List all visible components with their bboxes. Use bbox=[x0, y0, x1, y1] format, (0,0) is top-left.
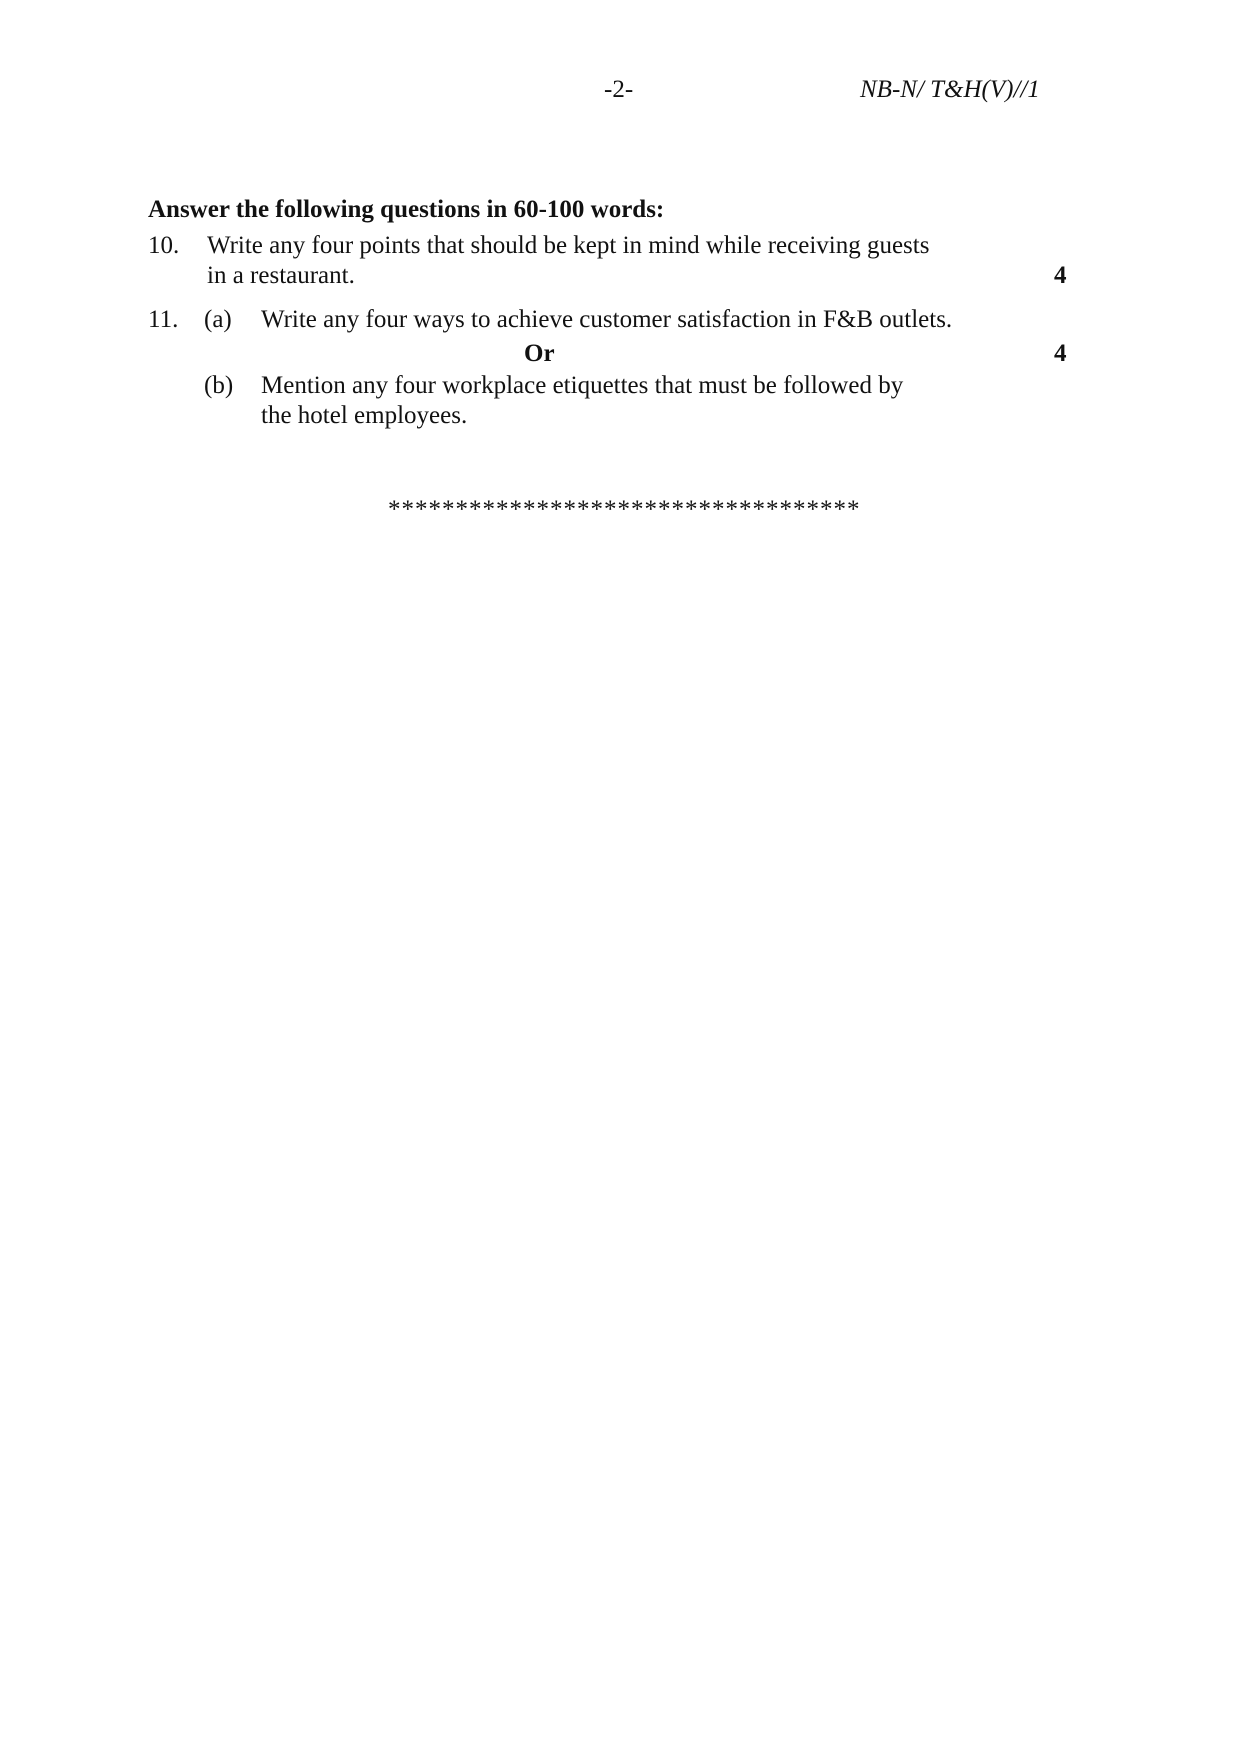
paper-code: NB-N/ T&H(V)//1 bbox=[860, 76, 1040, 103]
question-number: 10. bbox=[148, 232, 180, 259]
question-marks: 4 bbox=[1054, 262, 1067, 289]
question-text-line: Write any four points that should be kept in mind while receiving guests bbox=[207, 232, 930, 259]
option-label-b: (b) bbox=[204, 372, 234, 399]
question-text-line: Write any four ways to achieve customer satisfaction in F&B outlets. bbox=[261, 306, 953, 333]
or-separator: Or bbox=[524, 340, 555, 367]
question-number: 11. bbox=[148, 306, 179, 333]
option-label-a: (a) bbox=[204, 306, 232, 333]
question-text-line: Mention any four workplace etiquettes that must be followed by bbox=[261, 372, 904, 399]
end-of-paper-marker: *********************************** bbox=[388, 496, 861, 523]
question-marks: 4 bbox=[1054, 340, 1067, 367]
question-text-line: the hotel employees. bbox=[261, 402, 468, 429]
page-number: -2- bbox=[604, 76, 634, 103]
section-heading: Answer the following questions in 60-100 words: bbox=[148, 196, 665, 223]
question-text-line: in a restaurant. bbox=[207, 262, 355, 289]
